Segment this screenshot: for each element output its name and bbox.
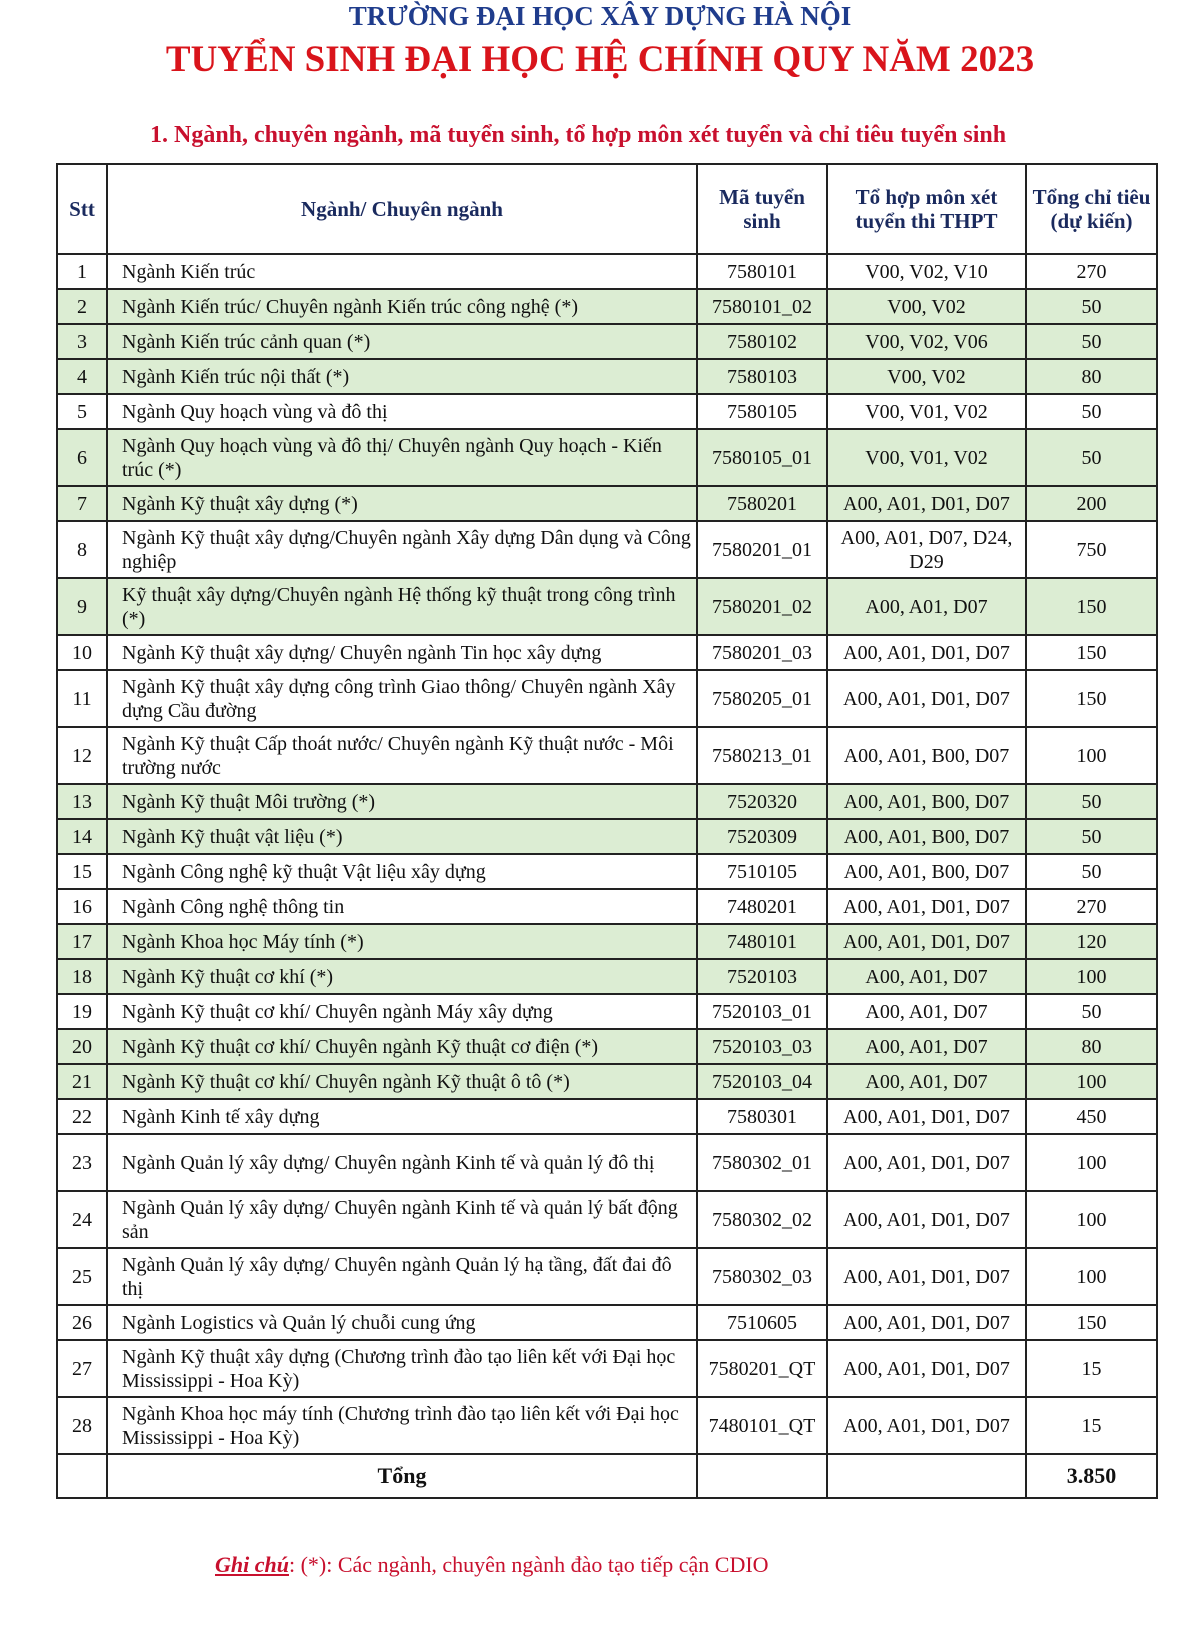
row-subjects: A00, A01, D01, D07 [827,1099,1026,1134]
row-stt: 8 [57,521,107,578]
row-quota: 15 [1026,1340,1157,1397]
row-name: Kỹ thuật xây dựng/Chuyên ngành Hệ thống kỹ thuật trong công trình (*) [107,578,697,635]
row-code: 7520103_01 [697,994,827,1029]
row-name: Ngành Kỹ thuật cơ khí/ Chuyên ngành Kỹ thuật cơ điện (*) [107,1029,697,1064]
table-row [57,635,1157,670]
row-code: 7580302_02 [697,1191,827,1248]
row-code: 7480101_QT [697,1397,827,1454]
footnote-text: : (*): Các ngành, chuyên ngành đào tạo tiếp cận CDIO [288,1552,769,1577]
row-subjects: A00, A01, D07, D24, D29 [827,521,1026,578]
row-code: 7580201 [697,486,827,521]
row-quota: 100 [1026,959,1157,994]
row-name: Ngành Kỹ thuật cơ khí (*) [107,959,697,994]
row-subjects: A00, A01, B00, D07 [827,819,1026,854]
row-subjects: V00, V02, V10 [827,254,1026,289]
row-stt: 2 [57,289,107,324]
section-title: 1. Ngành, chuyên ngành, mã tuyển sinh, tổ hợp môn xét tuyển và chỉ tiêu tuyển sinh [150,122,1007,148]
total-row [57,1454,1157,1498]
table-row [57,1248,1157,1305]
table-row [57,924,1157,959]
row-stt: 25 [57,1248,107,1305]
table-row [57,578,1157,635]
row-subjects: V00, V01, V02 [827,429,1026,486]
row-code: 7580105 [697,394,827,429]
row-name: Ngành Kiến trúc nội thất (*) [107,359,697,394]
row-subjects: V00, V02 [827,359,1026,394]
row-name: Ngành Khoa học máy tính (Chương trình đào tạo liên kết với Đại học Mississippi - Hoa Kỳ) [107,1397,697,1454]
row-name: Ngành Quy hoạch vùng và đô thị [107,394,697,429]
row-quota: 750 [1026,521,1157,578]
row-quota: 50 [1026,429,1157,486]
table-row [57,1305,1157,1340]
row-quota: 50 [1026,324,1157,359]
row-quota: 80 [1026,359,1157,394]
row-stt: 1 [57,254,107,289]
row-quota: 100 [1026,1248,1157,1305]
row-code: 7520103_03 [697,1029,827,1064]
row-subjects: A00, A01, D07 [827,994,1026,1029]
row-name: Ngành Khoa học Máy tính (*) [107,924,697,959]
total-empty-cell [697,1454,827,1498]
row-subjects: A00, A01, D01, D07 [827,1134,1026,1191]
table-row [57,254,1157,289]
row-subjects: A00, A01, D07 [827,1029,1026,1064]
row-subjects: A00, A01, D01, D07 [827,924,1026,959]
row-quota: 150 [1026,1305,1157,1340]
row-quota: 120 [1026,924,1157,959]
row-name: Ngành Quản lý xây dựng/ Chuyên ngành Kinh tế và quản lý bất động sản [107,1191,697,1248]
table-row [57,359,1157,394]
footnote-label: Ghi chú [215,1552,289,1577]
table-row [57,289,1157,324]
row-code: 7580201_03 [697,635,827,670]
row-subjects: A00, A01, D01, D07 [827,1191,1026,1248]
row-name: Ngành Kỹ thuật xây dựng/Chuyên ngành Xây dựng Dân dụng và Công nghiệp [107,521,697,578]
row-stt: 22 [57,1099,107,1134]
row-stt: 9 [57,578,107,635]
row-name: Ngành Kỹ thuật xây dựng/ Chuyên ngành Tin học xây dựng [107,635,697,670]
table-row [57,394,1157,429]
row-subjects: A00, A01, D01, D07 [827,889,1026,924]
row-quota: 200 [1026,486,1157,521]
row-stt: 13 [57,784,107,819]
row-quota: 50 [1026,289,1157,324]
total-label: Tổng [107,1454,697,1498]
row-stt: 19 [57,994,107,1029]
row-name: Ngành Kỹ thuật xây dựng công trình Giao thông/ Chuyên ngành Xây dựng Cầu đường [107,670,697,727]
row-quota: 15 [1026,1397,1157,1454]
row-name: Ngành Quản lý xây dựng/ Chuyên ngành Kinh tế và quản lý đô thị [107,1134,697,1191]
row-code: 7520309 [697,819,827,854]
table-row [57,994,1157,1029]
row-code: 7520103 [697,959,827,994]
row-name: Ngành Kiến trúc/ Chuyên ngành Kiến trúc công nghệ (*) [107,289,697,324]
row-quota: 50 [1026,994,1157,1029]
row-code: 7520320 [697,784,827,819]
row-quota: 50 [1026,394,1157,429]
row-quota: 150 [1026,670,1157,727]
row-code: 7580105_01 [697,429,827,486]
row-code: 7580201_QT [697,1340,827,1397]
page-title: TUYỂN SINH ĐẠI HỌC HỆ CHÍNH QUY NĂM 2023 [165,39,1035,80]
row-subjects: A00, A01, D01, D07 [827,1340,1026,1397]
row-code: 7480101 [697,924,827,959]
row-stt: 12 [57,727,107,784]
row-name: Ngành Kỹ thuật Cấp thoát nước/ Chuyên ngành Kỹ thuật nước - Môi trường nước [107,727,697,784]
row-subjects: V00, V01, V02 [827,394,1026,429]
row-name: Ngành Logistics và Quản lý chuỗi cung ứng [107,1305,697,1340]
row-stt: 4 [57,359,107,394]
table-row [57,1397,1157,1454]
row-quota: 50 [1026,854,1157,889]
row-subjects: A00, A01, D07 [827,959,1026,994]
row-code: 7580213_01 [697,727,827,784]
table-row [57,1029,1157,1064]
row-code: 7480201 [697,889,827,924]
row-quota: 270 [1026,254,1157,289]
row-subjects: A00, A01, D07 [827,1064,1026,1099]
row-quota: 80 [1026,1029,1157,1064]
row-code: 7510105 [697,854,827,889]
total-empty-cell [827,1454,1026,1498]
row-subjects: A00, A01, D07 [827,578,1026,635]
row-name: Ngành Công nghệ kỹ thuật Vật liệu xây dựng [107,854,697,889]
table-row [57,324,1157,359]
row-subjects: V00, V02, V06 [827,324,1026,359]
table-row [57,486,1157,521]
row-subjects: V00, V02 [827,289,1026,324]
table-row [57,1099,1157,1134]
table-body [57,254,1157,1454]
row-quota: 100 [1026,1134,1157,1191]
row-name: Ngành Kỹ thuật xây dựng (*) [107,486,697,521]
row-quota: 50 [1026,784,1157,819]
row-stt: 11 [57,670,107,727]
table-row [57,959,1157,994]
row-quota: 100 [1026,1064,1157,1099]
row-subjects: A00, A01, B00, D07 [827,784,1026,819]
row-subjects: A00, A01, B00, D07 [827,854,1026,889]
row-subjects: A00, A01, D01, D07 [827,1397,1026,1454]
row-name: Ngành Kỹ thuật cơ khí/ Chuyên ngành Máy xây dựng [107,994,697,1029]
row-quota: 100 [1026,1191,1157,1248]
row-code: 7510605 [697,1305,827,1340]
table-row [57,784,1157,819]
row-subjects: A00, A01, D01, D07 [827,486,1026,521]
row-stt: 26 [57,1305,107,1340]
table-row [57,889,1157,924]
table-row [57,1191,1157,1248]
table-row [57,670,1157,727]
row-code: 7580102 [697,324,827,359]
row-code: 7580101_02 [697,289,827,324]
row-stt: 14 [57,819,107,854]
row-stt: 21 [57,1064,107,1099]
row-code: 7580302_01 [697,1134,827,1191]
table-row [57,1134,1157,1191]
table-row [57,727,1157,784]
row-quota: 270 [1026,889,1157,924]
row-name: Ngành Kiến trúc [107,254,697,289]
row-stt: 18 [57,959,107,994]
row-quota: 100 [1026,727,1157,784]
row-subjects: A00, A01, D01, D07 [827,635,1026,670]
row-quota: 150 [1026,578,1157,635]
total-value: 3.850 [1026,1454,1157,1498]
row-stt: 24 [57,1191,107,1248]
row-name: Ngành Kinh tế xây dựng [107,1099,697,1134]
row-name: Ngành Kỹ thuật Môi trường (*) [107,784,697,819]
row-name: Ngành Kỹ thuật vật liệu (*) [107,819,697,854]
table-row [57,429,1157,486]
row-stt: 6 [57,429,107,486]
header-subjects: Tổ hợp môn xét tuyển thi THPT [827,164,1026,254]
row-stt: 10 [57,635,107,670]
row-quota: 450 [1026,1099,1157,1134]
row-stt: 27 [57,1340,107,1397]
row-code: 7520103_04 [697,1064,827,1099]
header-code: Mã tuyển sinh [697,164,827,254]
row-subjects: A00, A01, D01, D07 [827,1305,1026,1340]
row-name: Ngành Công nghệ thông tin [107,889,697,924]
row-subjects: A00, A01, D01, D07 [827,670,1026,727]
row-code: 7580103 [697,359,827,394]
table-row [57,819,1157,854]
row-stt: 7 [57,486,107,521]
header-quota: Tổng chỉ tiêu (dự kiến) [1026,164,1157,254]
row-subjects: A00, A01, B00, D07 [827,727,1026,784]
row-code: 7580301 [697,1099,827,1134]
school-name: TRƯỜNG ĐẠI HỌC XÂY DỰNG HÀ NỘI [348,1,852,31]
footnote [215,1552,769,1578]
row-stt: 15 [57,854,107,889]
row-name: Ngành Kỹ thuật cơ khí/ Chuyên ngành Kỹ thuật ô tô (*) [107,1064,697,1099]
table-row [57,521,1157,578]
header-name: Ngành/ Chuyên ngành [107,164,697,254]
admission-table [56,163,1158,1499]
row-stt: 23 [57,1134,107,1191]
row-name: Ngành Kỹ thuật xây dựng (Chương trình đào tạo liên kết với Đại học Mississippi - Hoa Kỳ) [107,1340,697,1397]
row-stt: 17 [57,924,107,959]
row-code: 7580302_03 [697,1248,827,1305]
row-subjects: A00, A01, D01, D07 [827,1248,1026,1305]
row-quota: 50 [1026,819,1157,854]
header-stt: Stt [57,164,107,254]
row-quota: 150 [1026,635,1157,670]
row-stt: 16 [57,889,107,924]
row-stt: 20 [57,1029,107,1064]
row-stt: 5 [57,394,107,429]
table-row [57,854,1157,889]
table-row [57,1340,1157,1397]
row-stt: 3 [57,324,107,359]
row-name: Ngành Quy hoạch vùng và đô thị/ Chuyên ngành Quy hoạch - Kiến trúc (*) [107,429,697,486]
row-name: Ngành Quản lý xây dựng/ Chuyên ngành Quản lý hạ tầng, đất đai đô thị [107,1248,697,1305]
row-code: 7580201_01 [697,521,827,578]
row-code: 7580201_02 [697,578,827,635]
row-name: Ngành Kiến trúc cảnh quan (*) [107,324,697,359]
row-code: 7580101 [697,254,827,289]
row-stt: 28 [57,1397,107,1454]
row-code: 7580205_01 [697,670,827,727]
table-row [57,1064,1157,1099]
total-empty-cell [57,1454,107,1498]
